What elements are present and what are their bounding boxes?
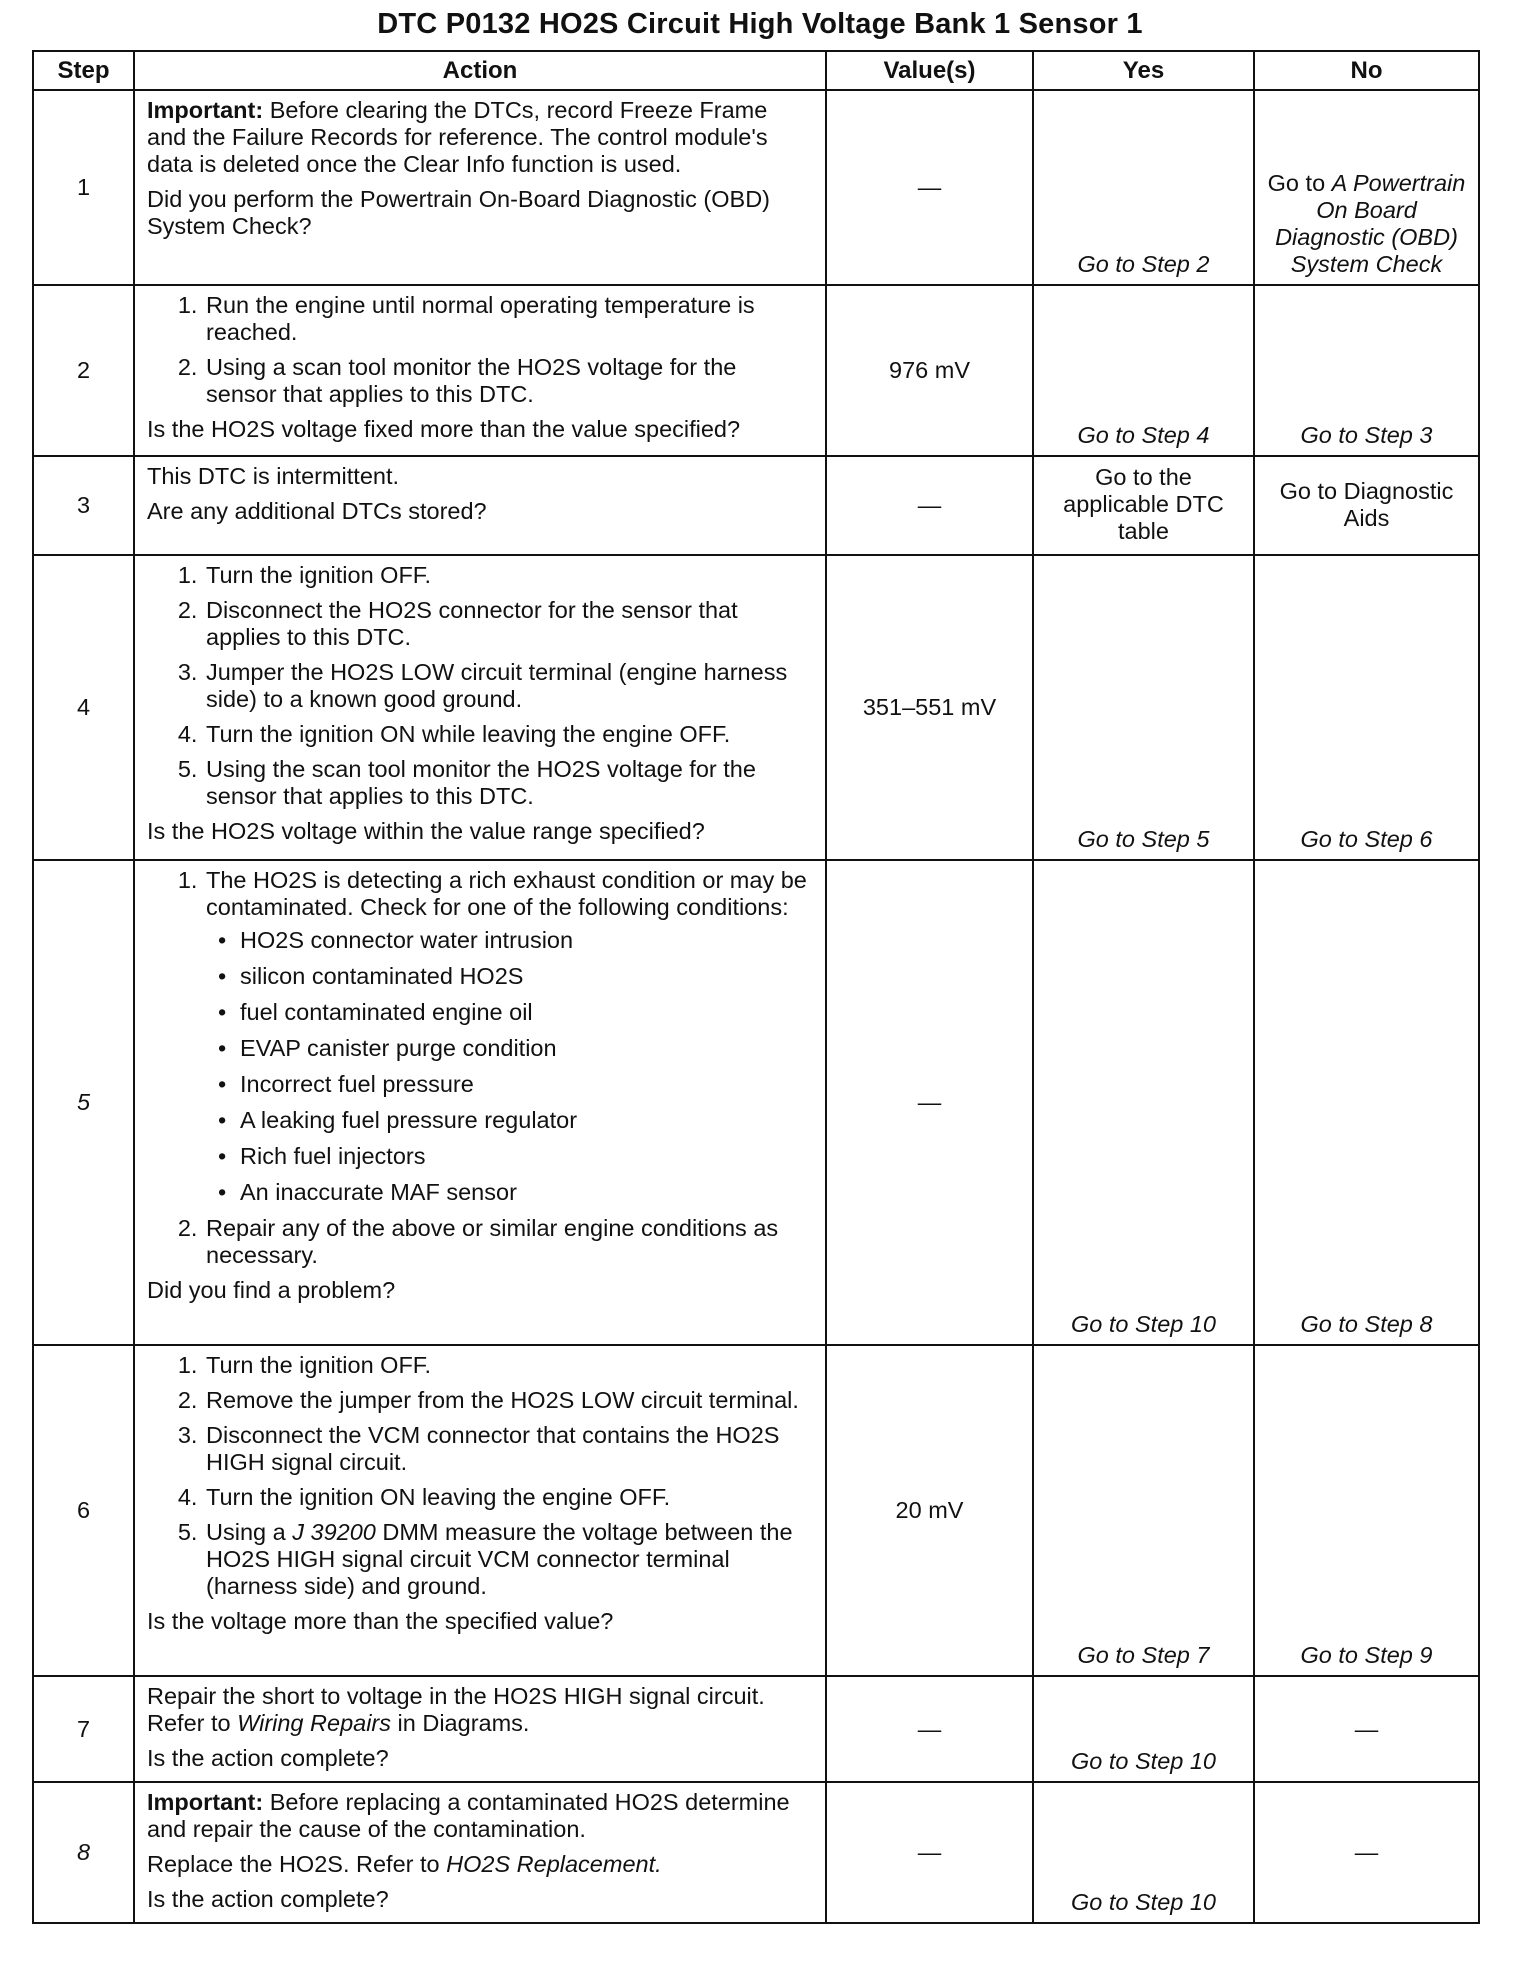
action-step: 2. Using a scan tool monitor the HO2S voltage for the sensor that applies to this DTC.	[204, 354, 813, 408]
important-text: Before clearing the DTCs, record Freeze Frame and the Failure Records for reference. The control module's data is deleted once the Clear Info function is used.	[147, 97, 768, 177]
action-question: Are any additional DTCs stored?	[147, 498, 487, 524]
yes-cell: Go to Step 10	[1033, 1782, 1254, 1923]
value-cell: —	[826, 1782, 1033, 1923]
step-text-prefix: Using a	[206, 1519, 293, 1545]
no-prefix: Go to	[1267, 170, 1332, 196]
no-cell: Go to Diagnostic Aids	[1254, 456, 1479, 555]
table-row	[33, 285, 1479, 456]
list-item: • Rich fuel injectors	[238, 1143, 813, 1170]
step-number: 1	[33, 90, 134, 285]
action-question: Is the action complete?	[147, 1745, 389, 1771]
header-values: Value(s)	[826, 51, 1033, 90]
step-number: 6	[33, 1345, 134, 1676]
no-cell: —	[1254, 1782, 1479, 1923]
table-row	[33, 1782, 1479, 1923]
action-step: 3. Disconnect the VCM connector that contains the HO2S HIGH signal circuit.	[204, 1422, 813, 1476]
action-step: 4. Turn the ignition ON while leaving the engine OFF.	[204, 721, 813, 748]
action-steps	[147, 562, 813, 810]
value-cell: —	[826, 860, 1033, 1345]
important-text: Before replacing a contaminated HO2S determine and repair the cause of the contamination.	[147, 1789, 790, 1842]
header-action: Action	[134, 51, 826, 90]
header-step: Step	[33, 51, 134, 90]
important-note	[147, 1789, 813, 1843]
action-text-prefix: Repair the short to voltage in the HO2S HIGH signal circuit. Refer to	[147, 1683, 765, 1736]
list-item: • An inaccurate MAF sensor	[238, 1179, 813, 1206]
diagnostic-table	[32, 50, 1480, 1924]
step-text-suffix: DMM measure the voltage between the HO2S HIGH signal circuit VCM connector terminal (harness side) and ground.	[206, 1519, 793, 1599]
yes-cell: Go to Step 7	[1033, 1345, 1254, 1676]
important-label: Important:	[147, 97, 264, 123]
table-row	[33, 1676, 1479, 1782]
action-step: 2. Remove the jumper from the HO2S LOW circuit terminal.	[204, 1387, 813, 1414]
yes-cell: Go to Step 4	[1033, 285, 1254, 456]
list-item: • EVAP canister purge condition	[238, 1035, 813, 1062]
action-cell	[134, 555, 826, 860]
action-cell	[134, 1782, 826, 1923]
value-cell: —	[826, 90, 1033, 285]
value-cell: 20 mV	[826, 1345, 1033, 1676]
yes-cell: Go to Step 10	[1033, 1676, 1254, 1782]
step-number: 8	[33, 1782, 134, 1923]
no-cell: Go to Step 8	[1254, 860, 1479, 1345]
yes-cell: Go to Step 5	[1033, 555, 1254, 860]
step-number: 3	[33, 456, 134, 555]
action-step	[204, 1519, 813, 1600]
action-question: Did you find a problem?	[147, 1277, 396, 1303]
no-cell: Go to Step 9	[1254, 1345, 1479, 1676]
action-step-text: The HO2S is detecting a rich exhaust condition or may be contaminated. Check for one of the following conditions:	[206, 867, 807, 920]
action-text-suffix: in Diagrams.	[391, 1710, 530, 1736]
value-cell: —	[826, 1676, 1033, 1782]
list-item: • fuel contaminated engine oil	[238, 999, 813, 1026]
action-question: Is the HO2S voltage within the value range specified?	[147, 818, 705, 844]
step-number: 2	[33, 285, 134, 456]
action-question: Is the HO2S voltage fixed more than the value specified?	[147, 416, 741, 442]
action-cell	[134, 90, 826, 285]
action-step	[204, 867, 813, 1206]
action-steps	[147, 292, 813, 408]
action-cell	[134, 456, 826, 555]
reference-link: HO2S Replacement.	[446, 1851, 662, 1877]
list-item: • A leaking fuel pressure regulator	[238, 1107, 813, 1134]
value-cell: —	[826, 456, 1033, 555]
table-row	[33, 90, 1479, 285]
important-label: Important:	[147, 1789, 264, 1815]
action-step: 3. Jumper the HO2S LOW circuit terminal (engine harness side) to a known good ground.	[204, 659, 813, 713]
no-link-text: A Powertrain On Board Diagnostic (OBD) System Check	[1275, 170, 1466, 277]
tool-name: J 39200	[292, 1519, 376, 1545]
action-text: This DTC is intermittent.	[147, 463, 400, 489]
action-steps	[147, 867, 813, 1269]
no-cell: Go to Step 6	[1254, 555, 1479, 860]
important-note	[147, 97, 813, 178]
action-cell	[134, 285, 826, 456]
list-item: • HO2S connector water intrusion	[238, 927, 813, 954]
condition-list	[206, 927, 813, 1206]
header-yes: Yes	[1033, 51, 1254, 90]
value-cell: 351–551 mV	[826, 555, 1033, 860]
action-text	[147, 1683, 813, 1737]
table-row	[33, 456, 1479, 555]
action-cell	[134, 1676, 826, 1782]
action-step: 4. Turn the ignition ON leaving the engine OFF.	[204, 1484, 813, 1511]
reference-link: Wiring Repairs	[237, 1710, 392, 1736]
action-question: Is the action complete?	[147, 1886, 389, 1912]
step-number: 7	[33, 1676, 134, 1782]
action-step: 2. Repair any of the above or similar engine conditions as necessary.	[204, 1215, 813, 1269]
action-text	[147, 1851, 813, 1878]
yes-cell: Go to Step 2	[1033, 90, 1254, 285]
value-cell: 976 mV	[826, 285, 1033, 456]
header-no: No	[1254, 51, 1479, 90]
action-text-prefix: Replace the HO2S. Refer to	[147, 1851, 447, 1877]
action-question: Did you perform the Powertrain On-Board Diagnostic (OBD) System Check?	[147, 186, 770, 239]
action-cell	[134, 860, 826, 1345]
action-question: Is the voltage more than the specified value?	[147, 1608, 614, 1634]
action-steps	[147, 1352, 813, 1600]
list-item: • Incorrect fuel pressure	[238, 1071, 813, 1098]
header-row	[33, 51, 1479, 90]
list-item: • silicon contaminated HO2S	[238, 963, 813, 990]
yes-cell: Go to the applicable DTC table	[1033, 456, 1254, 555]
table-row	[33, 860, 1479, 1345]
no-cell	[1254, 90, 1479, 285]
no-cell: —	[1254, 1676, 1479, 1782]
action-cell	[134, 1345, 826, 1676]
step-number: 4	[33, 555, 134, 860]
action-step: 1. Turn the ignition OFF.	[204, 562, 813, 589]
table-row	[33, 555, 1479, 860]
action-step: 1. Run the engine until normal operating temperature is reached.	[204, 292, 813, 346]
yes-cell: Go to Step 10	[1033, 860, 1254, 1345]
action-step: 2. Disconnect the HO2S connector for the sensor that applies to this DTC.	[204, 597, 813, 651]
no-cell: Go to Step 3	[1254, 285, 1479, 456]
action-step: 5. Using the scan tool monitor the HO2S voltage for the sensor that applies to this DTC.	[204, 756, 813, 810]
page-title: DTC P0132 HO2S Circuit High Voltage Bank 1 Sensor 1	[377, 8, 1143, 40]
action-step: 1. Turn the ignition OFF.	[204, 1352, 813, 1379]
table-row	[33, 1345, 1479, 1676]
step-number: 5	[33, 860, 134, 1345]
